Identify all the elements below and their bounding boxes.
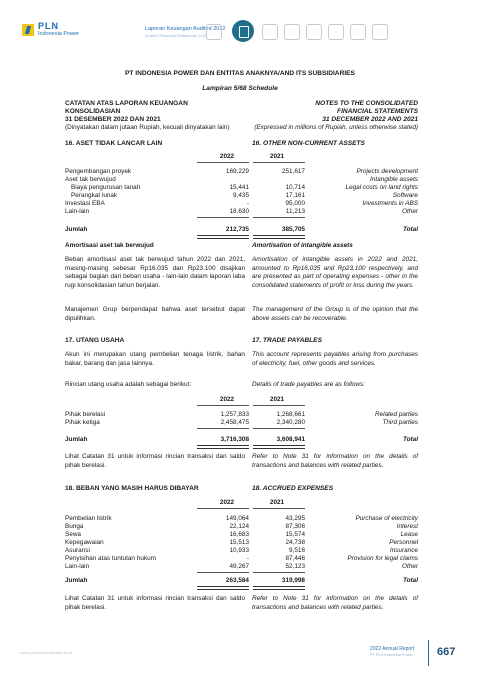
table-cell-2022: 16,683 — [229, 531, 249, 538]
s16-para1-en: Amortisation of intangible assets in 2022 and 2021, amounted to Rp16,035 and Rp23,100 respectively, and are presented as part of operating expenses - other in the consolidated statements of profit or loss during the years. — [252, 256, 418, 289]
s17-year-2022: 2022 — [219, 396, 235, 403]
table-total-label: Jumlah — [65, 577, 88, 584]
table-total-label-en: Total — [402, 577, 418, 584]
s16-amort-heading-id: Amortisasi aset tak berwujud — [65, 242, 154, 249]
table-total-label-en: Total — [402, 436, 418, 443]
table-row-label-en: Other — [402, 563, 418, 570]
table-cell-2021: 87,306 — [285, 523, 305, 530]
table-row-label-en: Legal costs on land rights — [345, 184, 418, 191]
table-total-2021: 3,608,941 — [276, 436, 305, 443]
table-row-label-en: Software — [392, 192, 418, 199]
table-cell-2021: 24,738 — [285, 539, 305, 546]
table-row-label-en: Projects development — [356, 168, 418, 175]
company-title: PT INDONESIA POWER DAN ENTITAS ANAKNYA/AND ITS SUBSIDIARIES — [125, 70, 355, 77]
table-row-label-en: Personnel — [389, 539, 418, 546]
table-cell-2021: 251,617 — [281, 168, 305, 175]
table-total-2022: 212,735 — [225, 226, 249, 233]
table-cell-2021: 1,268,661 — [276, 411, 305, 418]
table-total-2022: 263,584 — [225, 577, 249, 584]
nav-globe-icon[interactable] — [328, 24, 344, 40]
table-row-label: Perangkat lunak — [71, 192, 118, 199]
s18-ref-id: Lihat Catatan 31 untuk informasi rincian transaksi dan saldo pihak berelasi. — [65, 595, 245, 611]
table-row-label-en: Provision for legal claims — [347, 555, 418, 562]
table-cell-2021: 17,161 — [285, 192, 305, 199]
table-row-label: Pengembangan proyek — [65, 168, 132, 175]
left-title-1: CATATAN ATAS LAPORAN KEUANGAN — [65, 100, 188, 107]
s18-year-2022: 2022 — [219, 499, 235, 506]
nav-people-icon[interactable] — [306, 24, 322, 40]
right-note: (Expressed in millions of Rupiah, unless otherwise stated) — [254, 124, 418, 131]
table-cell-2022: - — [246, 200, 249, 207]
s18-title-id: 18. BEBAN YANG MASIH HARUS DIBAYAR — [65, 485, 199, 492]
table-cell-2021: 15,574 — [285, 531, 305, 538]
nav-building-icon[interactable] — [206, 24, 222, 40]
table-cell-2022: 10,933 — [229, 547, 249, 554]
brand-subtitle: Indonesia Power — [38, 31, 79, 37]
table-cell-2022: - — [246, 555, 249, 562]
nav-document-icon[interactable] — [262, 24, 278, 40]
s16-title-en: 16. OTHER NON-CURRENT ASSETS — [252, 140, 365, 147]
table-total-2021: 385,705 — [281, 226, 305, 233]
s17-ref-id: Lihat Catatan 31 untuk informasi rincian transaksi dan saldo pihak berelasi. — [65, 453, 245, 469]
nav-financial-statements-icon[interactable] — [232, 20, 254, 42]
table-cell-2021: 43,295 — [285, 515, 305, 522]
left-note: (Dinyatakan dalam jutaan Rupiah, kecuali dinyatakan lain) — [65, 124, 230, 131]
table-row-label: Bunga — [65, 523, 84, 530]
table-cell-2021: 11,213 — [285, 208, 305, 215]
table-cell-2021: 10,714 — [285, 184, 305, 191]
right-date: 31 DECEMBER 2022 AND 2021 — [322, 116, 418, 123]
table-cell-2022: 49,267 — [229, 563, 249, 570]
table-cell-2021: 9,516 — [289, 547, 305, 554]
footer-divider — [428, 640, 429, 666]
table-row-label: Kepegawaian — [65, 539, 104, 546]
table-cell-2021: 2,340,280 — [276, 419, 305, 426]
footer-report-subtitle: PT PLN Indonesia Power — [370, 653, 413, 657]
table-row-label: Investasi EBA — [65, 200, 105, 207]
s18-ref-en: Refer to Note 31 for information on the details of transactions and balances with related parties. — [252, 595, 418, 611]
s16-amort-heading-en: Amortisation of intangible assets — [252, 242, 353, 249]
table-row-label: Lain-lain — [65, 563, 90, 570]
table-cell-2022: 149,064 — [225, 515, 249, 522]
pln-logo-icon — [22, 24, 34, 36]
table-row-label-en: Interest — [396, 523, 418, 530]
page-number: 667 — [437, 646, 456, 658]
table-row-label-en: Third parties — [382, 419, 418, 426]
table-cell-2021: 52,123 — [285, 563, 305, 570]
s16-para2-en: The management of the Group is of the opinion that the above assets can be recoverable. — [252, 306, 418, 322]
footer-website[interactable]: www.plnindonesiapower.co.id — [20, 650, 73, 655]
table-cell-2022: 169,229 — [225, 168, 249, 175]
table-total-2022: 3,716,308 — [220, 436, 249, 443]
right-title-1: NOTES TO THE CONSOLIDATED — [315, 100, 418, 107]
table-cell-2022: 18,630 — [229, 208, 249, 215]
table-row-label: Asuransi — [65, 547, 90, 554]
table-cell-2021: 87,446 — [285, 555, 305, 562]
table-row-label-en: Other — [402, 208, 418, 215]
s17-title-en: 17. TRADE PAYABLES — [252, 337, 322, 344]
table-row-label: Penyisihan atas tuntutan hukum — [65, 555, 156, 562]
s17-para2-id: Rincian utang usaha adalah sebagai berikut: — [65, 381, 192, 388]
table-cell-2021: 95,000 — [285, 200, 305, 207]
table-cell-2022: 22,124 — [229, 523, 249, 530]
s18-title-en: 18. ACCRUED EXPENSES — [252, 485, 334, 492]
s16-year-2022: 2022 — [219, 153, 235, 160]
table-cell-2022: 15,513 — [229, 539, 249, 546]
report-title: Laporan Keuangan Audited 2022 — [145, 26, 226, 32]
nav-chart-icon[interactable] — [284, 24, 300, 40]
s17-para1-id: Akun ini merupakan utang pembelian tenaga listrik, bahan bakar, barang dan jasa lainnya. — [65, 351, 245, 367]
s17-para2-en: Details of trade payables are as follows: — [252, 381, 365, 388]
left-title-2: KONSOLIDASIAN — [65, 108, 121, 115]
table-row-label: Aset tak berwujud — [65, 176, 116, 183]
table-total-2021: 319,998 — [281, 577, 305, 584]
table-total-label-en: Total — [402, 226, 418, 233]
s17-title-id: 17. UTANG USAHA — [65, 337, 125, 344]
table-total-label: Jumlah — [65, 226, 88, 233]
s17-year-2021: 2021 — [269, 396, 285, 403]
left-date: 31 DESEMBER 2022 DAN 2021 — [65, 116, 161, 123]
table-cell-2022: 2,458,475 — [220, 419, 249, 426]
s16-title-id: 16. ASET TIDAK LANCAR LAIN — [65, 140, 163, 147]
nav-award-icon[interactable] — [350, 24, 366, 40]
s16-year-2021: 2021 — [269, 153, 285, 160]
s18-year-2021: 2021 — [269, 499, 285, 506]
table-cell-2022: 9,435 — [233, 192, 249, 199]
table-row-label-en: Investments in ABS — [362, 200, 418, 207]
nav-settings-icon[interactable] — [372, 24, 388, 40]
report-subtitle: Audited Financial Statements 2022 — [145, 33, 208, 38]
footer-report-title: 2022 Annual Report — [370, 646, 415, 652]
table-row-label: Lain-lain — [65, 208, 90, 215]
brand-name: PLN — [38, 21, 59, 31]
s16-para1-id: Beban amortisasi aset tak berwujud tahun 2022 dan 2021, masing-masing sebesar Rp16.035 dan Rp23.100 disajikan sebagai bagian dari beban usaha - lain-lain dalam laporan laba rugi konsolidasian tahun berjalan. — [65, 256, 245, 289]
table-row-label-en: Related parties — [375, 411, 418, 418]
table-row-label: Biaya pengurusan tanah — [71, 184, 141, 191]
table-row-label: Pihak berelasi — [65, 411, 106, 418]
table-cell-2022: 1,257,833 — [220, 411, 249, 418]
table-row-label-en: Insurance — [389, 547, 418, 554]
schedule-label: Lampiran 5/68 Schedule — [202, 85, 278, 92]
table-cell-2022: 15,441 — [229, 184, 249, 191]
table-row-label-en: Lease — [400, 531, 418, 538]
s17-ref-en: Refer to Note 31 for information on the details of transactions and balances with related parties. — [252, 453, 418, 469]
page-header — [0, 0, 480, 50]
table-row-label-en: Purchase of electricity — [355, 515, 418, 522]
s17-para1-en: This account represents payables arising from purchases of electricity, fuel, other goods and services. — [252, 351, 418, 367]
table-row-label-en: Intangible assets — [370, 176, 418, 183]
right-title-2: FINANCIAL STATEMENTS — [337, 108, 418, 115]
table-row-label: Pembelian listrik — [65, 515, 112, 522]
table-row-label: Pihak ketiga — [65, 419, 100, 426]
table-row-label: Sewa — [65, 531, 81, 538]
s16-para2-id: Manajemen Grup berpendapat bahwa aset tersebut dapat dipulihkan. — [65, 306, 245, 322]
table-total-label: Jumlah — [65, 436, 88, 443]
